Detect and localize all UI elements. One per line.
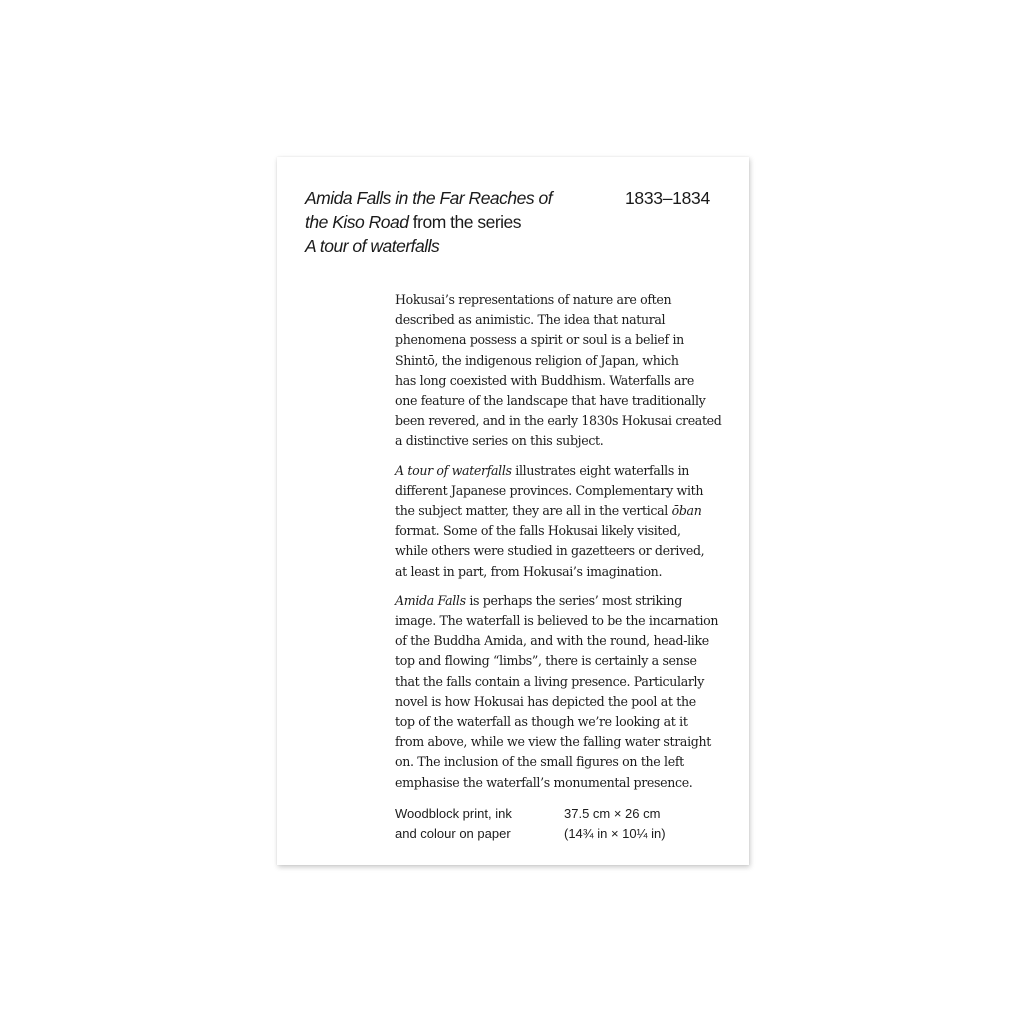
paragraph-line: a distinctive series on this subject. bbox=[395, 433, 604, 449]
paragraph-line: been revered, and in the early 1830s Hokusai created bbox=[395, 413, 722, 429]
artwork-date: 1833–1834 bbox=[625, 188, 710, 208]
paragraph-line: top of the waterfall as though we’re looking at it bbox=[395, 714, 688, 730]
title-line-3: A tour of waterfalls bbox=[305, 236, 440, 256]
paragraph-line: top and flowing “limbs”, there is certainly a sense bbox=[395, 653, 697, 669]
description-body bbox=[395, 290, 740, 802]
paragraph-line: of the Buddha Amida, and with the round, head-like bbox=[395, 633, 709, 649]
paragraph-line: at least in part, from Hokusai’s imagination. bbox=[395, 563, 663, 579]
paragraph-line: emphasise the waterfall’s monumental presence. bbox=[395, 774, 693, 790]
dimensions-line: 37.5 cm × 26 cm bbox=[564, 806, 661, 821]
title-line-1: Amida Falls in the Far Reaches of bbox=[305, 188, 553, 208]
paragraph-line: Hokusai’s representations of nature are often bbox=[395, 292, 672, 307]
artwork-title bbox=[305, 186, 595, 258]
paragraph-line: has long coexisted with Buddhism. Waterfalls are bbox=[395, 372, 694, 388]
paragraph-line: image. The waterfall is believed to be the incarnation bbox=[395, 613, 719, 629]
medium-text bbox=[395, 804, 512, 844]
title-line-2: the Kiso Road from the series bbox=[305, 212, 522, 232]
paragraph-line: format. Some of the falls Hokusai likely visited, bbox=[395, 523, 681, 539]
paragraph-line: on. The inclusion of the small figures on the left bbox=[395, 754, 684, 770]
artwork-label-card bbox=[277, 157, 749, 865]
medium-line: Woodblock print, ink bbox=[395, 806, 512, 821]
paragraph-line: A tour of waterfalls illustrates eight waterfalls in bbox=[395, 462, 690, 478]
paragraph-line: different Japanese provinces. Complementary with bbox=[395, 482, 704, 498]
dimensions-line: (14¾ in × 10¼ in) bbox=[564, 826, 666, 841]
paragraph-line: that the falls contain a living presence. Particularly bbox=[395, 673, 704, 689]
dimensions-text bbox=[564, 804, 666, 844]
paragraph-line: phenomena possess a spirit or soul is a belief in bbox=[395, 332, 684, 348]
description-paragraph bbox=[395, 290, 740, 452]
paragraph-line: the subject matter, they are all in the vertical ōban bbox=[395, 503, 702, 519]
paragraph-line: Amida Falls is perhaps the series’ most striking bbox=[395, 592, 682, 608]
description-paragraph bbox=[395, 461, 740, 582]
description-paragraph bbox=[395, 591, 740, 793]
paragraph-line: from above, while we view the falling water straight bbox=[395, 734, 711, 750]
paragraph-line: described as animistic. The idea that natural bbox=[395, 312, 666, 328]
paragraph-line: novel is how Hokusai has depicted the pool at the bbox=[395, 693, 696, 709]
paragraph-line: while others were studied in gazetteers or derived, bbox=[395, 543, 705, 559]
paragraph-line: one feature of the landscape that have traditionally bbox=[395, 393, 706, 409]
paragraph-line: Shintō, the indigenous religion of Japan, which bbox=[395, 352, 679, 368]
medium-line: and colour on paper bbox=[395, 826, 511, 841]
